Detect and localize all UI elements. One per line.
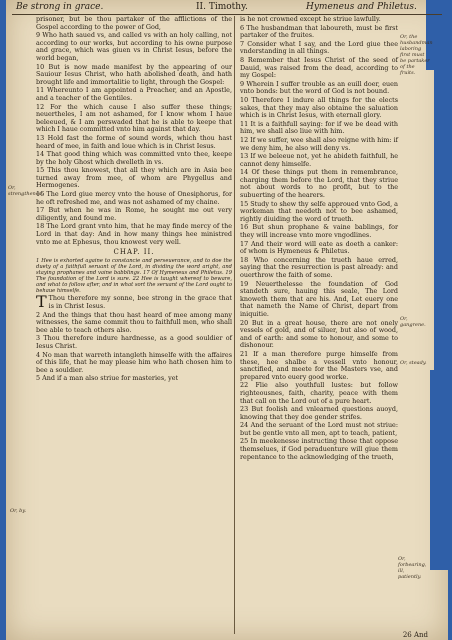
chapter-heading: CHAP. II. (113, 248, 155, 257)
margin-note: Or, steady. (400, 360, 427, 366)
verse: 23 But foolish and vnlearned questions auoyd, knowing that they doe gender strifes. (240, 405, 398, 421)
verse: 2 And the things that thou hast heard of mee among many witnesses, the same commit thou to faithfull men, who shall bee able to teach others also. (36, 310, 232, 334)
verse: 10 But is now made manifest by the appearing of our Sauiour Iesus Christ, who hath abolished death, and hath brought life and immortalitie to light, through the Gospel: (36, 62, 232, 86)
verse: 10 Therefore I indure all things for the elects sakes, that they may also obtaine the saluation which is in Christ Iesus, with eternall glory. (240, 95, 398, 120)
verse: 7 Consider what I say, and the Lord giue thee vnderstanding in all things. (240, 39, 398, 56)
verse: 19 Neuerthelesse the foundation of God standeth sure, hauing this seale, The Lord knoweth them that are his. And, Let euery one that nameth the Name of Christ, depart from iniquitie. (240, 279, 398, 318)
verse: 11 It is a faithfull saying: for if we be dead with him, we shall also liue with him. (240, 119, 398, 136)
margin-note: Or, the husbandman laboring first must be partaker of the fruits. (400, 34, 433, 76)
verse: 6 The husbandman that laboureth, must be first partaker of the fruites. (240, 23, 398, 40)
header-left: Be strong in grace. (16, 2, 104, 12)
verse: 11 Whereunto I am appointed a Preacher, and an Apostle, and a teacher of the Gentiles. (36, 86, 232, 102)
verse: 4 No man that warreth intangleth himselfe with the affaires of this life, that he may please him who hath chosen him to bee a souldier. (36, 350, 232, 374)
verse (36, 292, 232, 312)
torn-edge (430, 370, 448, 570)
drop-cap: T (36, 292, 47, 312)
header-right: Hymeneus and Philetus. (306, 2, 417, 12)
margin-note: Or, forbearing, ill, patiently. (398, 556, 427, 580)
verse: 16 But shun prophane & vaine bablings, for they will increase vnto more vngodlines. (240, 223, 398, 240)
verse: 5 And if a man also striue for masteries, yet (36, 374, 179, 383)
verse: 15 Study to shew thy selfe approued vnto God, a workeman that needeth not to bee ashamed, rightly diuiding the word of trueth. (240, 199, 398, 223)
catchword: 26 And (402, 631, 428, 639)
verse: 13 Hold fast the forme of sound words, which thou hast heard of mee, in faith and loue which is in Christ Iesus. (36, 133, 232, 150)
column-rule (234, 16, 235, 634)
verse-text: Thou therefore my sonne, bee strong in the grace that is in Christ Iesus. (48, 294, 232, 310)
running-header (6, 2, 448, 14)
margin-note: Or, by. (10, 508, 27, 514)
verse: 15 This thou knowest, that all they which are in Asia bee turned away from mee, of whom are Phygellus and Hermogenes. (36, 166, 232, 190)
verse: 14 Of these things put them in remembrance, charging them before the Lord, that they striue not about words to no profit, but to the subuerting of the hearers. (240, 168, 398, 200)
left-column (36, 16, 232, 383)
margin-note: Or, gangrene. (400, 316, 426, 328)
verse: 3 Thou therefore indure hardnesse, as a good souldier of Iesus Christ. (36, 334, 232, 350)
verse: 17 And their word will eate as doeth a canker: of whom is Hymeneus & Philetus. (240, 239, 398, 256)
margin-note: Or, strengthened. (8, 185, 44, 197)
torn-edge (434, 70, 448, 370)
verse: 13 If we beleeue not, yet he abideth faithfull, he cannot deny himselfe. (240, 152, 398, 168)
verse: 24 And the seruant of the Lord must not striue: but be gentle vnto all men, apt to teach, patient, (240, 421, 398, 437)
chapter-summary: 1 Hee is exhorted againe to constancie and perseuerance, and to doe the duety of a faithfull seruant of the Lord, in dividing the word aright, and staying prophanes and vaine babblings. 17 Of Hymeneus and Philetus. 19 The foundation of the Lord is sure. 22 Hee is taught whereof to beware, and what to follow after, and in what sort the seruant of the Lord ought to behaue himselfe. (36, 257, 232, 295)
verse: 9 Who hath saued vs, and called vs with an holy calling, not according to our works, but according to his owne purpose and grace, which was giuen vs in Christ Iesus, before the world began, (36, 31, 232, 62)
verse: 12 If we suffer, wee shall also reigne with him: if we deny him, he also will deny vs. (240, 135, 398, 152)
bible-page (6, 0, 448, 640)
verse: 20 But in a great house, there are not onely vessels of gold, and of siluer, but also of wood, and of earth: and some to honour, and some to dishonour. (240, 318, 398, 350)
verse: prisoner, but be thou partaker of the afflictions of the Gospel according to the power of God, (36, 15, 232, 31)
header-center: II. Timothy. (196, 2, 248, 12)
verse: 21 If a man therefore purge himselfe from these, hee shalbe a vessell vnto honour, sanctified, and meete for the Masters vse, and prepared vnto euery good worke. (240, 349, 398, 381)
verse: 14 That good thing which was committed vnto thee, keepe by the holy Ghost which dwelleth in vs. (36, 150, 232, 166)
verse: 16 The Lord giue mercy vnto the house of Onesiphorus, for he oft refreshed me, and was not ashamed of my chaine. (36, 190, 232, 206)
right-column (240, 16, 398, 461)
verse: 17 But when he was in Rome, he sought me out very diligently, and found me. (36, 206, 232, 222)
verse: is he not crowned except he striue lawfully. (240, 15, 381, 23)
verse: 18 The Lord grant vnto him, that he may finde mercy of the Lord in that day: And in how many things hee ministred vnto me at Ephesus, thou knowest very well. (36, 222, 232, 246)
verse: 18 Who concerning the trueth haue erred, saying that the resurrection is past already: and ouerthrow the faith of some. (240, 255, 398, 279)
verse: 25 In meekenesse instructing those that oppose themselues, if God peraduenture will giue them repentance to the acknowledging of the trueth, (240, 437, 398, 461)
verse: 12 For the which cause I also suffer these things; neuertheles, I am not ashamed, for I know whom I haue beleeued, & I am perswaded that he is able to keepe that which I haue committed vnto him against that day. (36, 102, 232, 134)
verse: 22 Flie also youthfull lustes: but follow righteousnes, faith, charity, peace with them that call on the Lord out of a pure heart. (240, 381, 398, 405)
verse: 9 Wherein I suffer trouble as an euill doer, euen vnto bonds: but the word of God is not bound. (240, 79, 398, 96)
verse: 8 Remember that Iesus Christ of the seed of Dauid, was raised from the dead, according to my Gospel: (240, 55, 398, 80)
